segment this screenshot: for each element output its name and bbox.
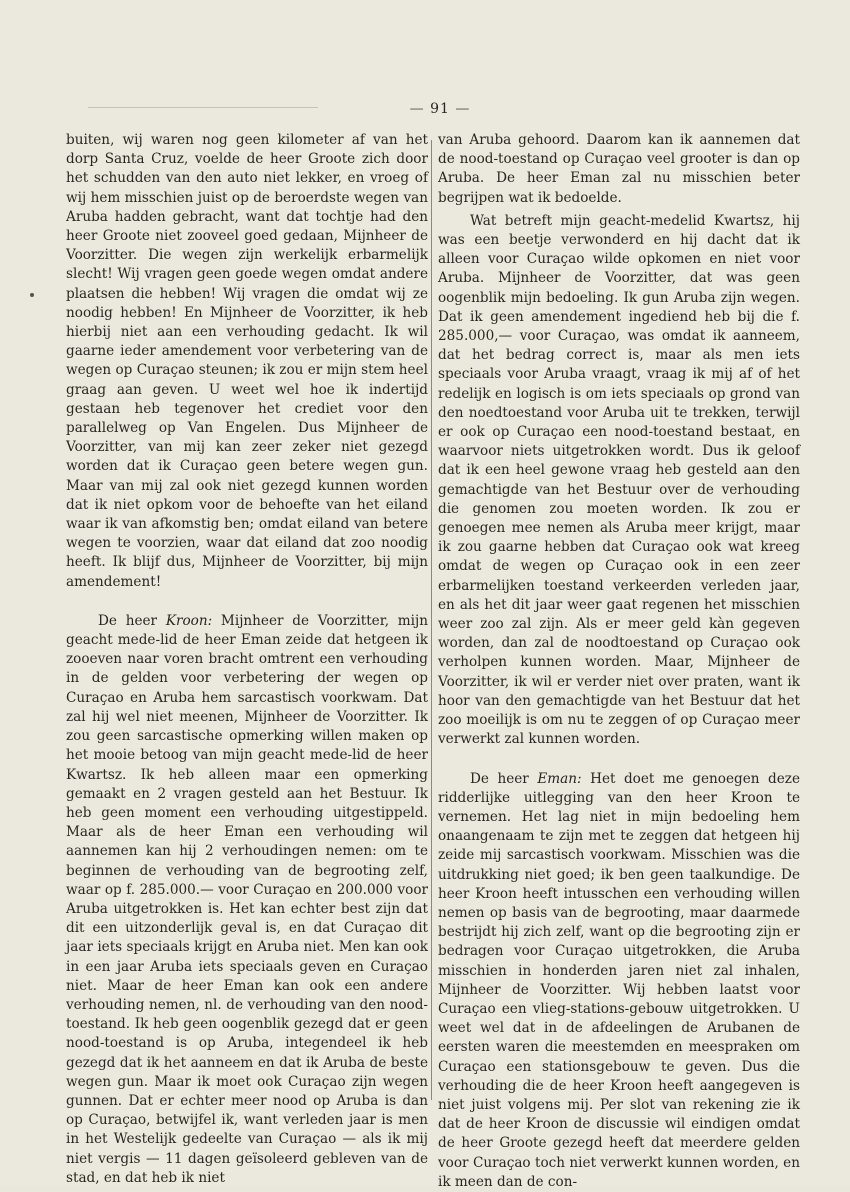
speaker-intro-2: De heer — [470, 770, 538, 787]
bleed-through-rule — [88, 107, 318, 108]
page-number-dash-left: — — [409, 101, 431, 117]
page-number — [380, 101, 500, 117]
left-paragraph-1: buiten, wij waren nog geen kilometer af van het dorp Santa Cruz, voelde de heer Groote zich door het schudden van den auto niet lekker, en vroeg of wij hem misschien juist op de beroerdste wegen van Aruba hadden gebracht, want dat tochtje had den heer Groote niet zooveel goed gedaan, Mijnheer de Voorzitter. Die wegen zijn werkelijk erbarmelijk slecht! Wij vragen geen goede wegen omdat andere plaatsen die hebben! Wij vragen die omdat wij ze noodig hebben! En Mijnheer de Voorzitter, ik heb hierbij niet aan een verhouding gedacht. Ik wil gaarne ieder amendement voor verbetering van de wegen op Curaçao steunen; ik zou er mijn stem heel graag aan geven. U weet wel hoe ik indertijd gestaan heb tegenover het crediet voor den parallelweg op Van Engelen. Dus Mijnheer de Voorzitter, van mij kan zeer zeker niet gezegd worden dat ik Curaçao geen betere wegen gun. Maar van mij zal ook niet gezegd kunnen worden dat ik niet opkom voor de behoefte van het eiland waar ik van afkomstig ben; omdat eiland van betere wegen te voorzien, waar dat eiland dat zoo noodig heeft. Ik blijf dus, Mijnheer de Voorzitter, bij mijn amendement! — [66, 132, 428, 590]
speaker-kroon: Kroon: — [165, 612, 213, 629]
right-paragraph-3 — [438, 770, 800, 1192]
left-paragraph-2 — [66, 612, 428, 1188]
page-number-dash-right: — — [449, 101, 471, 117]
page-number-value: 91 — [430, 101, 450, 117]
right-paragraph-1: van Aruba gehoord. Daarom kan ik aannemen dat de nood-toestand op Curaçao veel grooter is dan op Aruba. De heer Eman zal nu misschien beter begrijpen wat ik bedoelde. — [438, 132, 800, 206]
left-paragraph-2-text: Mijnheer de Voorzitter, mijn geacht mede-lid de heer Eman zeide dat hetgeen ik zooeven naar voren bracht omtrent een verhouding in de gelden voor verbetering der wegen op Curaçao en Aruba hem sarcastisch voorkwam. Dat zal hij wel niet meenen, Mijnheer de Voorzitter. Ik zou geen sarcastische opmerking willen maken op het mooie betoog van mijn geacht mede-lid de heer Kwartsz. Ik heb alleen maar een opmerking gemaakt en 2 vragen gesteld aan het Bestuur. Ik heb geen moment een verhouding uitgestippeld. Maar als de heer Eman een verhouding wil aannemen kan hij 2 verhoudingen nemen: om te beginnen de verhouding van de begrooting zelf, waar op f. 285.000.— voor Curaçao en 200.000 voor Aruba uitgetrokken is. Het kan echter best zijn dat dit een uitzonderlijk geval is, en dat Curaçao dit jaar iets speciaals krijgt en Aruba niet. Men kan ook in een jaar Aruba iets speciaals geven en Curaçao niet. Maar de heer Eman kan ook een andere verhouding nemen, nl. de verhouding van den nood-toestand. Ik heb geen oogenblik gezegd dat er geen nood-toestand is op Aruba, integendeel ik heb gezegd dat ik het aanneem en dat ik Aruba de beste wegen gun. Maar ik moet ook Curaçao zijn wegen gunnen. Dat er echter meer nood op Aruba is dan op Curaçao, betwijfel ik, want verleden jaar is men in het Westelijk gedeelte van Curaçao — als ik mij niet vergis — 11 dagen geïsoleerd gebleven van de stad, en dat heb ik niet — [66, 612, 428, 1186]
right-column — [438, 131, 800, 1192]
right-paragraph-2: Wat betreft mijn geacht-medelid Kwartsz, hij was een beetje verwonderd en hij dacht dat ik alleen voor Curaçao wilde opkomen en niet voor Aruba. Mijnheer de Voorzitter, dat was geen oogenblik mijn bedoeling. Ik gun Aruba zijn wegen. Dat ik geen amendement ingediend heb bij die f. 285.000,— voor Curaçao, was omdat ik aanneem, dat het bedrag correct is, maar als men iets speciaals voor Aruba vraagt, vraag ik mij af of het redelijk en logisch is om iets speciaals op grond van den noedtoestand voor Aruba uit te trekken, terwijl er ook op Curaçao een nood-toestand bestaat, en waarvoor niets uitgetrokken wordt. Dus ik geloof dat ik een heel gewone vraag heb gesteld aan den gemachtigde van het Bestuur over de verhouding die genomen zou moeten worden. Ik zou er genoegen mee nemen als Aruba meer krijgt, maar ik zou gaarne hebben dat Curaçao ook wat kreeg omdat de wegen op Curaçao ook in een zeer erbarmelijken toestand verkeerden verleden jaar, en als het dit jaar weer gaat regenen het misschien weer zoo zal zijn. Als er meer geld kàn gegeven worden, dan zal de noodtoestand op Curaçao ook verholpen kunnen worden. Maar, Mijnheer de Voorzitter, ik wil er verder niet over praten, want ik hoor van den gemachtigde van het Bestuur dat het zoo moeilijk is om nu te zeggen of op Curaçao meer verwerkt zal kunnen worden. — [438, 212, 800, 748]
column-divider — [431, 140, 432, 1100]
left-column — [66, 131, 428, 1188]
speaker-eman: Eman: — [537, 770, 582, 787]
right-paragraph-3-text: Het doet me genoegen deze ridderlijke uitlegging van den heer Kroon te vernemen. Het lag niet in mijn bedoeling hem onaangenaam te zijn met te zeggen dat hetgeen hij zeide mij sarcastisch voorkwam. Misschien was die uitdrukking niet goed; ik ben geen taalkundige. De heer Kroon heeft intusschen een verhouding willen nemen op basis van de begrooting, maar daarmede bestrijdt hij zich zelf, want op die begrooting zijn er bedragen voor Curaçao uitgetrokken, die Aruba misschien in honderden jaren niet zal inhalen, Mijnheer de Voorzitter. Wij hebben laatst voor Curaçao een vlieg-stations-gebouw uitgetrokken. U weet wel dat in de afdeelingen de Arubanen de eersten waren die meestemden en meespraken om Curaçao een stationsgebouw te geven. Dus die verhouding die de heer Kroon heeft aangegeven is niet juist volgens mij. Per slot van rekening zie ik dat de heer Kroon de discussie wil eindigen omdat de heer Groote gezegd heeft dat meerdere gelden voor Curaçao toch niet verwerkt kunnen worden, en ik meen dan de con- — [438, 770, 800, 1190]
speaker-intro: De heer — [98, 612, 166, 629]
margin-mark — [30, 293, 34, 297]
